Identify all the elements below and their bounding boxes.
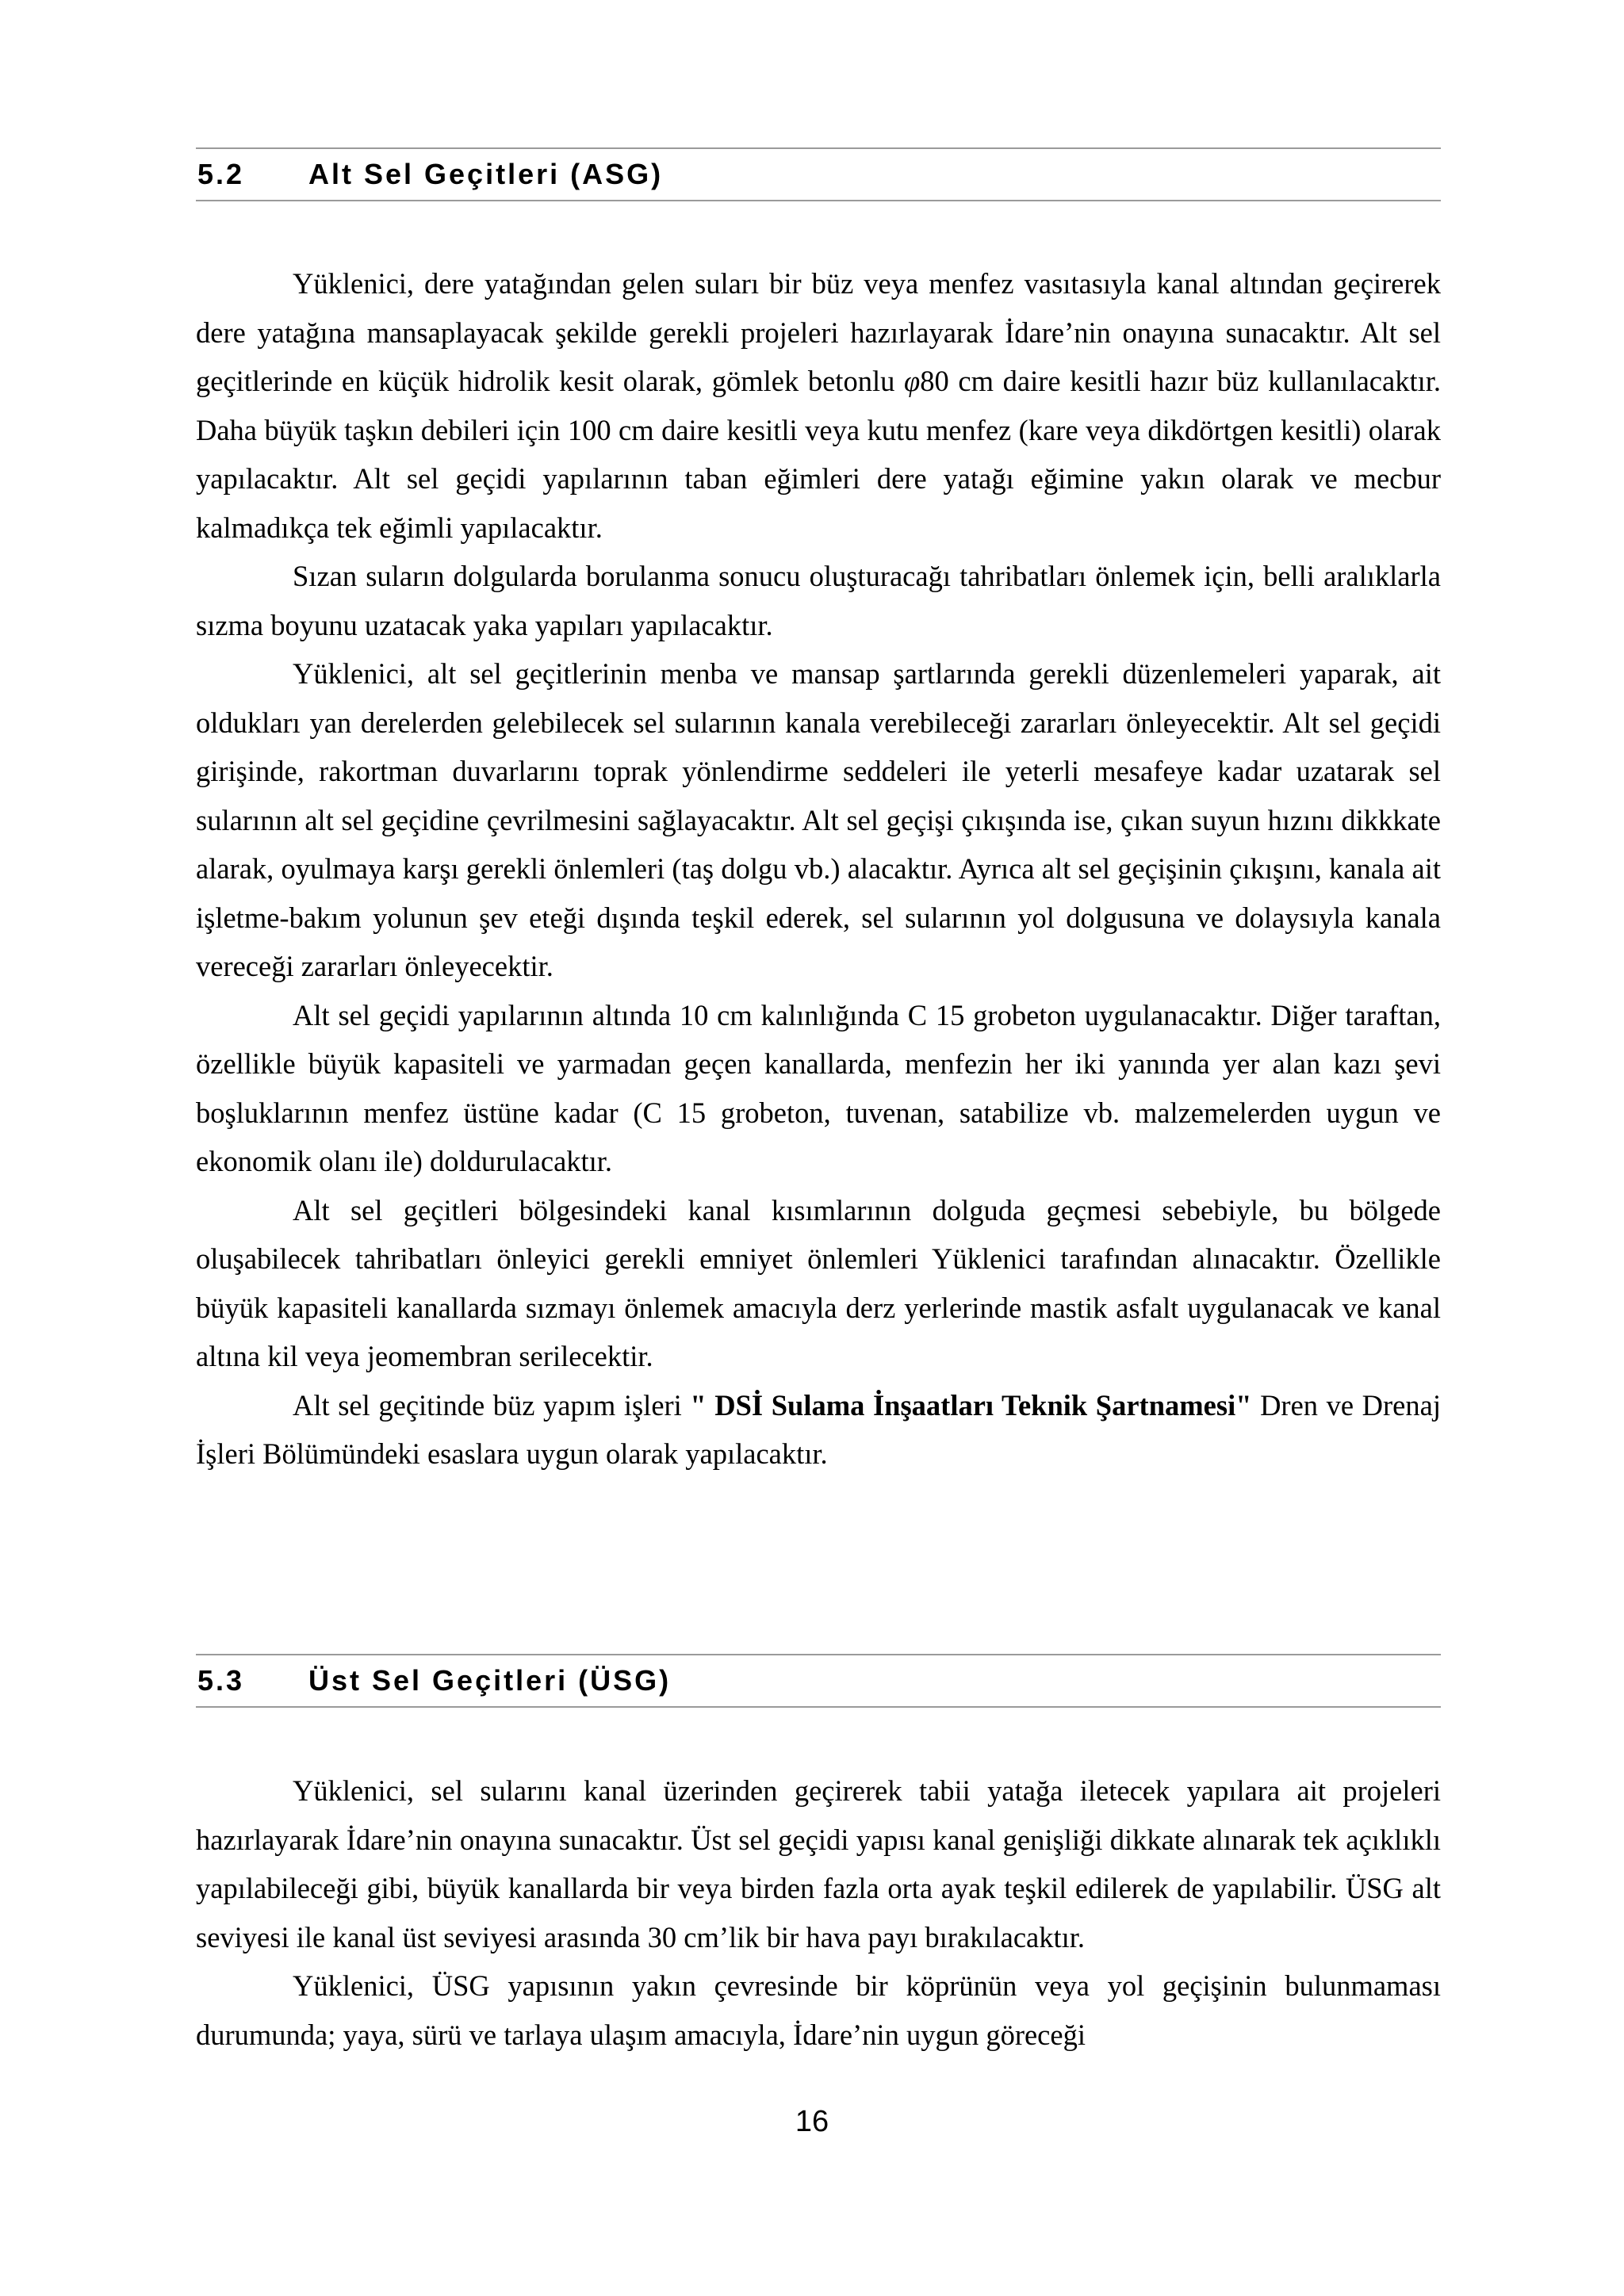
section-number: 5.3 (197, 1664, 245, 1697)
paragraph: Sızan suların dolgularda borulanma sonucu oluşturacağı tahribatları önlemek için, belli aralıklarla sızma boyunu uzatacak yaka yapıları yapılacaktır. (196, 560, 1441, 641)
page-number: 16 (795, 2105, 829, 2138)
section-body-5-2 (196, 259, 1441, 1479)
paragraph: Yüklenici, ÜSG yapısının yakın çevresinde bir köprünün veya yol geçişinin bulunmaması durumunda; yaya, sürü ve tarlaya ulaşım amacıyla, İdare’nin uygun göreceği (196, 1969, 1441, 2051)
section-title: Üst Sel Geçitleri (ÜSG) (308, 1664, 672, 1697)
paragraph-text: Dren ve Drenaj İşleri Bölümündeki esaslara uygun olarak yapılacaktır. (196, 1388, 1441, 1470)
paragraph: Alt sel geçitleri bölgesindeki kanal kısımlarının dolguda geçmesi sebebiyle, bu bölgede oluşabilecek tahribatları önleyici gerekli emniyet önlemleri Yüklenici tarafından alınacaktır. Özellikle büyük kapasiteli kanallarda sızmayı önlemek amacıyla derz yerlerinde mastik asfalt uygulanacak ve kanal altına kil veya jeomembran serilecektir. (196, 1193, 1441, 1372)
section-number: 5.2 (197, 158, 245, 190)
paragraph: Alt sel geçidi yapılarının altında 10 cm kalınlığında C 15 grobeton uygulanacaktır. Diğer taraftan, özellikle büyük kapasiteli ve yarmadan geçen kanallarda, menfezin her iki yanında yer alan kazı şevi boşluklarının menfez üstüne kadar (C 15 grobeton, tuvenan, satabilize vb. malzemelerden uygun ve ekonomik olanı ile) doldurulacaktır. (196, 998, 1441, 1177)
paragraph (196, 1381, 1441, 1479)
spec-reference: " DSİ Sulama İnşaatları Teknik Şartnamesi" (690, 1388, 1252, 1422)
paragraph-text: Alt sel geçitinde büz yapım işleri (293, 1388, 682, 1422)
section-heading-5-3 (196, 1654, 1441, 1708)
section-title: Alt Sel Geçitleri (ASG) (308, 158, 664, 190)
phi-symbol: φ (904, 365, 921, 397)
section-heading-5-2 (196, 147, 1441, 201)
paragraph-text: Yüklenici, dere yatağından gelen suları bir büz veya menfez vasıtasıyla kanal altından geçirerek dere yatağına mansaplayacak şekilde gerekli projeleri hazırlayarak İdare’nin onayına sunacaktır. Alt sel geçitlerinde en küçük hidrolik kesit olarak, gömlek betonlu (196, 267, 1441, 397)
paragraph (196, 259, 1441, 552)
paragraph-text: 80 cm daire kesitli hazır büz kullanılacaktır. Daha büyük taşkın debileri için 100 cm daire kesitli veya kutu menfez (kare veya dikdörtgen kesitli) olarak yapılacaktır. Alt sel geçidi yapılarının taban eğimleri dere yatağı eğimine yakın olarak ve mecbur kalmadıkça tek eğimli yapılacaktır. (196, 365, 1441, 544)
section-body-5-3 (196, 1766, 1441, 2059)
paragraph: Yüklenici, sel sularını kanal üzerinden geçirerek tabii yatağa iletecek yapılara ait projeleri hazırlayarak İdare’nin onayına sunacaktır. Üst sel geçidi yapısı kanal genişliği dikkate alınarak tek açıklıklı yapılabileceği gibi, büyük kanallarda bir veya birden fazla orta ayak teşkil edilerek de yapılabilir. ÜSG alt seviyesi ile kanal üst seviyesi arasında 30 cm’lik bir hava payı bırakılacaktır. (196, 1774, 1441, 1954)
paragraph: Yüklenici, alt sel geçitlerinin menba ve mansap şartlarında gerekli düzenlemeleri yaparak, ait oldukları yan derelerden gelebilecek sel sularının kanala verebileceği zararları önleyecektir. Alt sel geçidi girişinde, rakortman duvarlarını toprak yönlendirme seddeleri ile yeterli mesafeye kadar uzatarak sel sularının alt sel geçidine çevrilmesini sağlayacaktır. Alt sel geçişi çıkışında ise, çıkan suyun hızını dikkkate alarak, oyulmaya karşı gerekli önlemleri (taş dolgu vb.) alacaktır. Ayrıca alt sel geçişinin çıkışını, kanala ait işletme-bakım yolunun şev eteği dışında teşkil ederek, sel sularının yol dolgusuna ve dolaysıyla kanala vereceği zararları önleyecektir. (196, 657, 1441, 982)
